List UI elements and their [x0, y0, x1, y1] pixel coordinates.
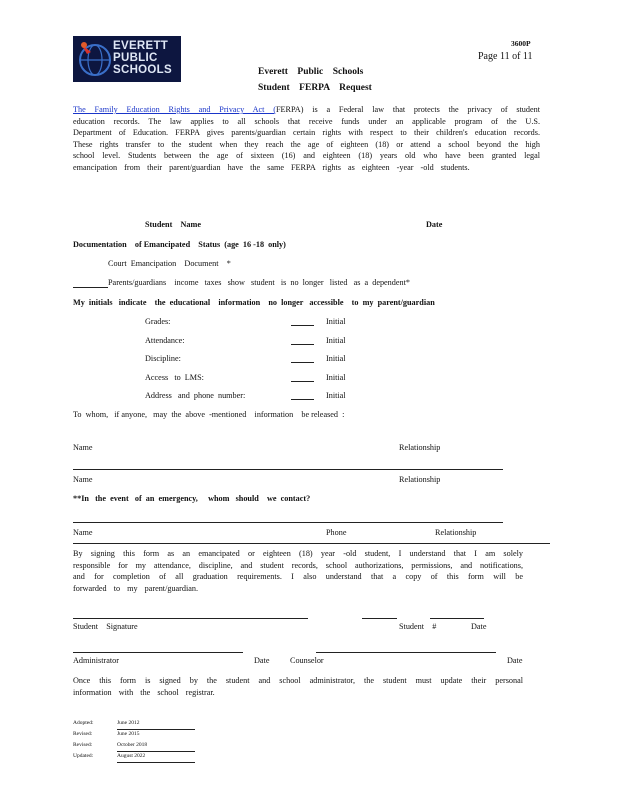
student-number-label: Student # [399, 622, 437, 631]
parents-tax-option: Parents/guardians income taxes show student is no longer listed as a dependent* [108, 278, 410, 287]
student-signature-label: Student Signature [73, 622, 138, 631]
initial-mark-attendance: Initial [326, 336, 346, 345]
emergency-contact-line[interactable] [73, 522, 503, 523]
initial-line-attendance[interactable] [291, 344, 314, 345]
revision-value-revised-2: October 2018 [117, 740, 195, 752]
emergency-name-label: Name [73, 528, 93, 537]
initial-label-attendance: Attendance: [145, 336, 185, 345]
administrator-signature-line[interactable] [73, 652, 243, 653]
student-date-label: Date [471, 622, 487, 631]
revision-label-revised-2: Revised: [73, 742, 93, 748]
initial-label-lms: Access to LMS: [145, 373, 204, 382]
logo-text-line-1: EVERETT [113, 40, 169, 52]
initials-heading: My initials indicate the educational information no longer accessible to my parent/guardian [73, 298, 435, 307]
initial-label-grades: Grades: [145, 317, 171, 326]
emergency-phone-label: Phone [326, 528, 347, 537]
page-number: Page 11 of 11 [478, 51, 533, 62]
initial-mark-discipline: Initial [326, 354, 346, 363]
initial-line-discipline[interactable] [291, 362, 314, 363]
counselor-signature-line[interactable] [316, 652, 496, 653]
initial-line-address[interactable] [291, 399, 314, 400]
student-signature-line[interactable] [73, 618, 308, 619]
emergency-relationship-label: Relationship [435, 528, 477, 537]
policy-code: 3600P [511, 39, 531, 48]
closing-note: Once this form is signed by the student and school administrator, the student must update their personal information with the school registrar. [73, 676, 523, 697]
administrator-date-label: Date [254, 656, 270, 665]
ferpa-link[interactable]: The Family Education Rights and Privacy Act ( [73, 105, 276, 114]
court-emancipation-document-option: Court Emancipation Document * [108, 259, 231, 268]
revision-label-revised-1: Revised: [73, 731, 93, 737]
counselor-label: Counselor [290, 656, 324, 665]
release-line-2[interactable] [73, 469, 503, 470]
administrator-label: Administrator [73, 656, 119, 665]
ferpa-intro-paragraph [73, 104, 540, 173]
release-relationship-label-1: Relationship [399, 443, 441, 452]
revision-history [73, 718, 203, 766]
release-name-label-1: Name [73, 443, 93, 452]
release-name-label-2: Name [73, 475, 93, 484]
globe-icon [75, 38, 115, 80]
release-question: To whom, if anyone, may the above -mentioned information be released : [73, 410, 345, 419]
student-name-label: Student Name [145, 220, 201, 229]
logo-text-line-3: SCHOOLS [113, 64, 172, 76]
revision-value-revised-1: June 2015 [117, 731, 140, 737]
title-line-1: Everett Public Schools [258, 67, 364, 77]
initial-mark-address: Initial [326, 391, 346, 400]
revision-label-adopted: Adopted: [73, 720, 94, 726]
revision-value-updated: August 2022 [117, 751, 195, 763]
initial-line-lms[interactable] [291, 381, 314, 382]
initial-mark-lms: Initial [326, 373, 346, 382]
emergency-contact-question: **In the event of an emergency, whom should we contact? [73, 494, 311, 503]
emancipation-documentation-heading: Documentation of Emancipated Status (age 16 -18 only) [73, 240, 286, 249]
initial-line-grades[interactable] [291, 325, 314, 326]
initial-label-address: Address and phone number: [145, 391, 246, 400]
date-label: Date [426, 220, 443, 229]
initial-label-discipline: Discipline: [145, 354, 181, 363]
revision-value-adopted: June 2012 [117, 718, 195, 730]
initial-mark-grades: Initial [326, 317, 346, 326]
student-number-line[interactable] [362, 618, 397, 619]
everett-public-schools-logo [73, 36, 181, 82]
parents-tax-check-line[interactable] [73, 287, 108, 288]
counselor-date-label: Date [507, 656, 523, 665]
logo-text-line-2: PUBLIC [113, 52, 158, 64]
title-line-2: Student FERPA Request [258, 83, 372, 93]
section-divider [73, 543, 550, 544]
ferpa-intro-text: FERPA) is a Federal law that protects the privacy of student education records. The law applies to all schools that receive funds under an applicable program of the U.S. Department of Education. FERPA gives parents/guardian certain rights with respect to their children's education records. These rights transfer to the student when they reach the age of eighteen (18) or attend a school beyond the high school level. Students between the age of sixteen (16) and eighteen (18) years old who have been granted legal emancipation from their parent/guardian have the same FERPA rights as eighteen -year -old students. [73, 105, 540, 172]
release-relationship-label-2: Relationship [399, 475, 441, 484]
revision-label-updated: Updated: [73, 753, 94, 759]
student-date-line[interactable] [430, 618, 484, 619]
acknowledgement-paragraph: By signing this form as an emancipated or eighteen (18) year -old student, I understand that I am solely responsible for my attendance, discipline, and student records, school authorizations, permissions, and notifications, and for completion of all graduation requirements. I also understand that a copy of this form will be forwarded to my parent/guardian. [73, 549, 523, 593]
